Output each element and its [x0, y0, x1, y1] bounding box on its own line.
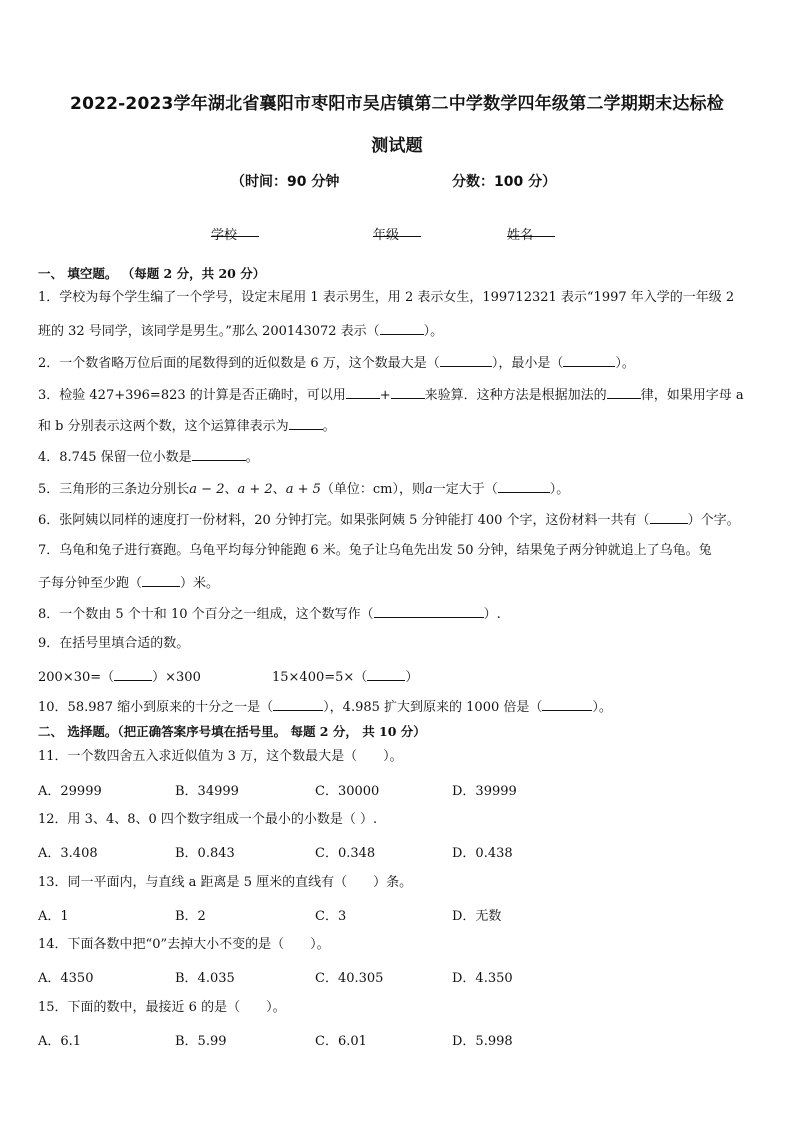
- answer-blank[interactable]: [650, 510, 688, 524]
- answer-blank[interactable]: [498, 479, 550, 493]
- question-4: [38, 447, 762, 467]
- answer-blank[interactable]: [391, 385, 425, 399]
- question-3-text: 和 b 分别表示这两个数，这个运算律表示为: [38, 419, 289, 434]
- option-c[interactable]: C．30000: [315, 784, 380, 799]
- option-c[interactable]: C．6.01: [315, 1034, 367, 1049]
- question-11: 11．一个数四舍五入求近似值为 3 万，这个数最大是（ ）。: [38, 749, 403, 764]
- question-9: 9．在括号里填合适的数。: [38, 636, 190, 651]
- question-9-end: ）: [405, 670, 419, 685]
- option-b[interactable]: B．2: [175, 909, 206, 924]
- question-1-end: ）。: [423, 324, 444, 339]
- school-label: 学校: [211, 228, 238, 243]
- answer-blank[interactable]: [607, 385, 641, 399]
- question-4-text: 4．8.745 保留一位小数是: [38, 450, 192, 465]
- option-d[interactable]: D．4.350: [452, 971, 513, 986]
- expression: a − 2: [189, 482, 225, 497]
- option-d[interactable]: D．5.998: [452, 1034, 513, 1049]
- question-10-end: ）。: [592, 700, 612, 715]
- question-5-text: 一定大于（: [432, 482, 498, 497]
- name-label: 姓名: [507, 228, 534, 243]
- question-7-end: ）米。: [180, 576, 220, 591]
- question-9-text: 15×400=5×（: [272, 670, 368, 685]
- exam-meta: [0, 171, 794, 193]
- question-8-end: ）.: [483, 607, 501, 622]
- page-title-continued: 测试题: [371, 136, 423, 156]
- question-14: 14．下面各数中把“0”去掉大小不变的是（ ）。: [38, 937, 330, 952]
- question-2-text: ），最小是（: [491, 356, 564, 371]
- question-9-text: 200×30=（: [38, 670, 115, 685]
- question-3-end: 。: [322, 419, 336, 434]
- exam-time: （时间：90 分钟: [231, 174, 340, 190]
- option-a[interactable]: A．1: [38, 909, 69, 924]
- option-a[interactable]: A．3.408: [38, 846, 98, 861]
- question-5-end: ）。: [549, 482, 570, 497]
- option-d[interactable]: D．无数: [452, 909, 502, 924]
- question-4-end: 。: [245, 450, 259, 465]
- option-a[interactable]: A．4350: [38, 971, 94, 986]
- question-10-text: 10．58.987 缩小到原来的十分之一是（: [38, 700, 274, 715]
- question-8-text: 8．一个数由 5 个十和 10 个百分之一组成，这个数写作（: [38, 607, 374, 622]
- school-blank[interactable]: [211, 224, 259, 237]
- name-blank[interactable]: [507, 224, 555, 237]
- option-a[interactable]: A．6.1: [38, 1034, 82, 1049]
- answer-blank[interactable]: [367, 667, 405, 681]
- answer-blank[interactable]: [192, 447, 246, 461]
- question-7-text: 子每分钟至少跑（: [38, 576, 143, 591]
- option-c[interactable]: C．0.348: [315, 846, 376, 861]
- question-2-end: ）。: [615, 356, 635, 371]
- question-1-continued: [38, 321, 762, 341]
- answer-blank[interactable]: [142, 573, 180, 587]
- section-multiple-choice: 二、 选择题。（把正确答案序号填在括号里。 每题 2 分， 共 10 分）: [38, 724, 426, 739]
- question-2: [38, 353, 762, 373]
- question-5-text: （单位：cm），则: [320, 482, 425, 497]
- option-d[interactable]: D．39999: [452, 784, 517, 799]
- answer-blank[interactable]: [346, 385, 380, 399]
- option-c[interactable]: C．40.305: [315, 971, 384, 986]
- answer-blank[interactable]: [114, 667, 152, 681]
- answer-blank[interactable]: [440, 353, 492, 367]
- student-info: [0, 224, 794, 244]
- question-3-text: 律，如果用字母 a: [640, 388, 744, 403]
- answer-blank[interactable]: [273, 697, 323, 711]
- page-title: 2022-2023学年湖北省襄阳市枣阳市吴店镇第二中学数学四年级第二学期期末达标检: [70, 94, 724, 114]
- question-13: 13．同一平面内，与直线 a 距离是 5 厘米的直线有（ ）条。: [38, 875, 413, 890]
- separator: 、: [272, 482, 286, 497]
- expression: a + 5: [285, 482, 321, 497]
- grade-label: 年级: [373, 228, 400, 243]
- grade-blank[interactable]: [373, 224, 421, 237]
- question-3-continued: [38, 416, 762, 436]
- exam-score: 分数：100 分）: [452, 174, 557, 190]
- question-9-text: ）×300: [152, 670, 201, 685]
- question-7: 7．乌龟和兔子进行赛跑。乌龟平均每分钟能跑 6 米。兔子让乌龟先出发 50 分钟，结果兔子两分钟就追上了乌龟。兔: [38, 543, 712, 558]
- question-10-text: ），4.985 扩大到原来的 1000 倍是（: [323, 700, 543, 715]
- question-9-part-2: [272, 666, 418, 685]
- question-12: 12．用 3、4、8、0 四个数字组成一个最小的小数是（ ）.: [38, 812, 378, 827]
- question-15: 15．下面的数中，最接近 6 的是（ ）。: [38, 1000, 286, 1015]
- option-a[interactable]: A．29999: [38, 784, 102, 799]
- option-b[interactable]: B．34999: [175, 784, 239, 799]
- option-d[interactable]: D．0.438: [452, 846, 513, 861]
- question-1: 1．学校为每个学生编了一个学号，设定末尾用 1 表示男生，用 2 表示女生，199712321 表示“1997 年入学的一年级 2: [38, 290, 735, 305]
- answer-blank[interactable]: [380, 321, 424, 335]
- separator: 、: [224, 482, 238, 497]
- option-b[interactable]: B．5.99: [175, 1034, 227, 1049]
- question-6-end: ）个字。: [687, 513, 740, 528]
- question-3-plus: +: [379, 388, 391, 403]
- expression: a + 2: [237, 482, 273, 497]
- answer-blank[interactable]: [563, 353, 615, 367]
- question-1-text: 班的 32 号同学，该同学是男生。”那么 200143072 表示（: [38, 324, 380, 339]
- question-10: [38, 697, 762, 717]
- answer-blank[interactable]: [374, 604, 484, 618]
- question-5-text: 5．三角形的三条边分别长: [38, 482, 190, 497]
- answer-blank[interactable]: [289, 416, 323, 430]
- variable: a: [424, 482, 433, 497]
- question-3-text: 来验算．这种方法是根据加法的: [424, 388, 607, 403]
- question-3-text: 3．检验 427+396=823 的计算是否正确时，可以用: [38, 388, 346, 403]
- answer-blank[interactable]: [542, 697, 592, 711]
- question-6: [38, 510, 762, 530]
- question-8: [38, 604, 762, 624]
- option-b[interactable]: B．4.035: [175, 971, 235, 986]
- question-7-continued: [38, 573, 762, 593]
- question-3: [38, 385, 762, 405]
- question-5: [38, 479, 762, 499]
- question-6-text: 6．张阿姨以同样的速度打一份材料，20 分钟打完。如果张阿姨 5 分钟能打 400 个字，这份材料一共有（: [38, 513, 650, 528]
- question-2-text: 2．一个数省略万位后面的尾数得到的近似数是 6 万，这个数最大是（: [38, 356, 440, 371]
- section-fill-blank: 一、 填空题。 （每题 2 分，共 20 分）: [38, 266, 266, 281]
- option-b[interactable]: B．0.843: [175, 846, 235, 861]
- question-9-part-1: [38, 666, 201, 685]
- option-c[interactable]: C．3: [315, 909, 347, 924]
